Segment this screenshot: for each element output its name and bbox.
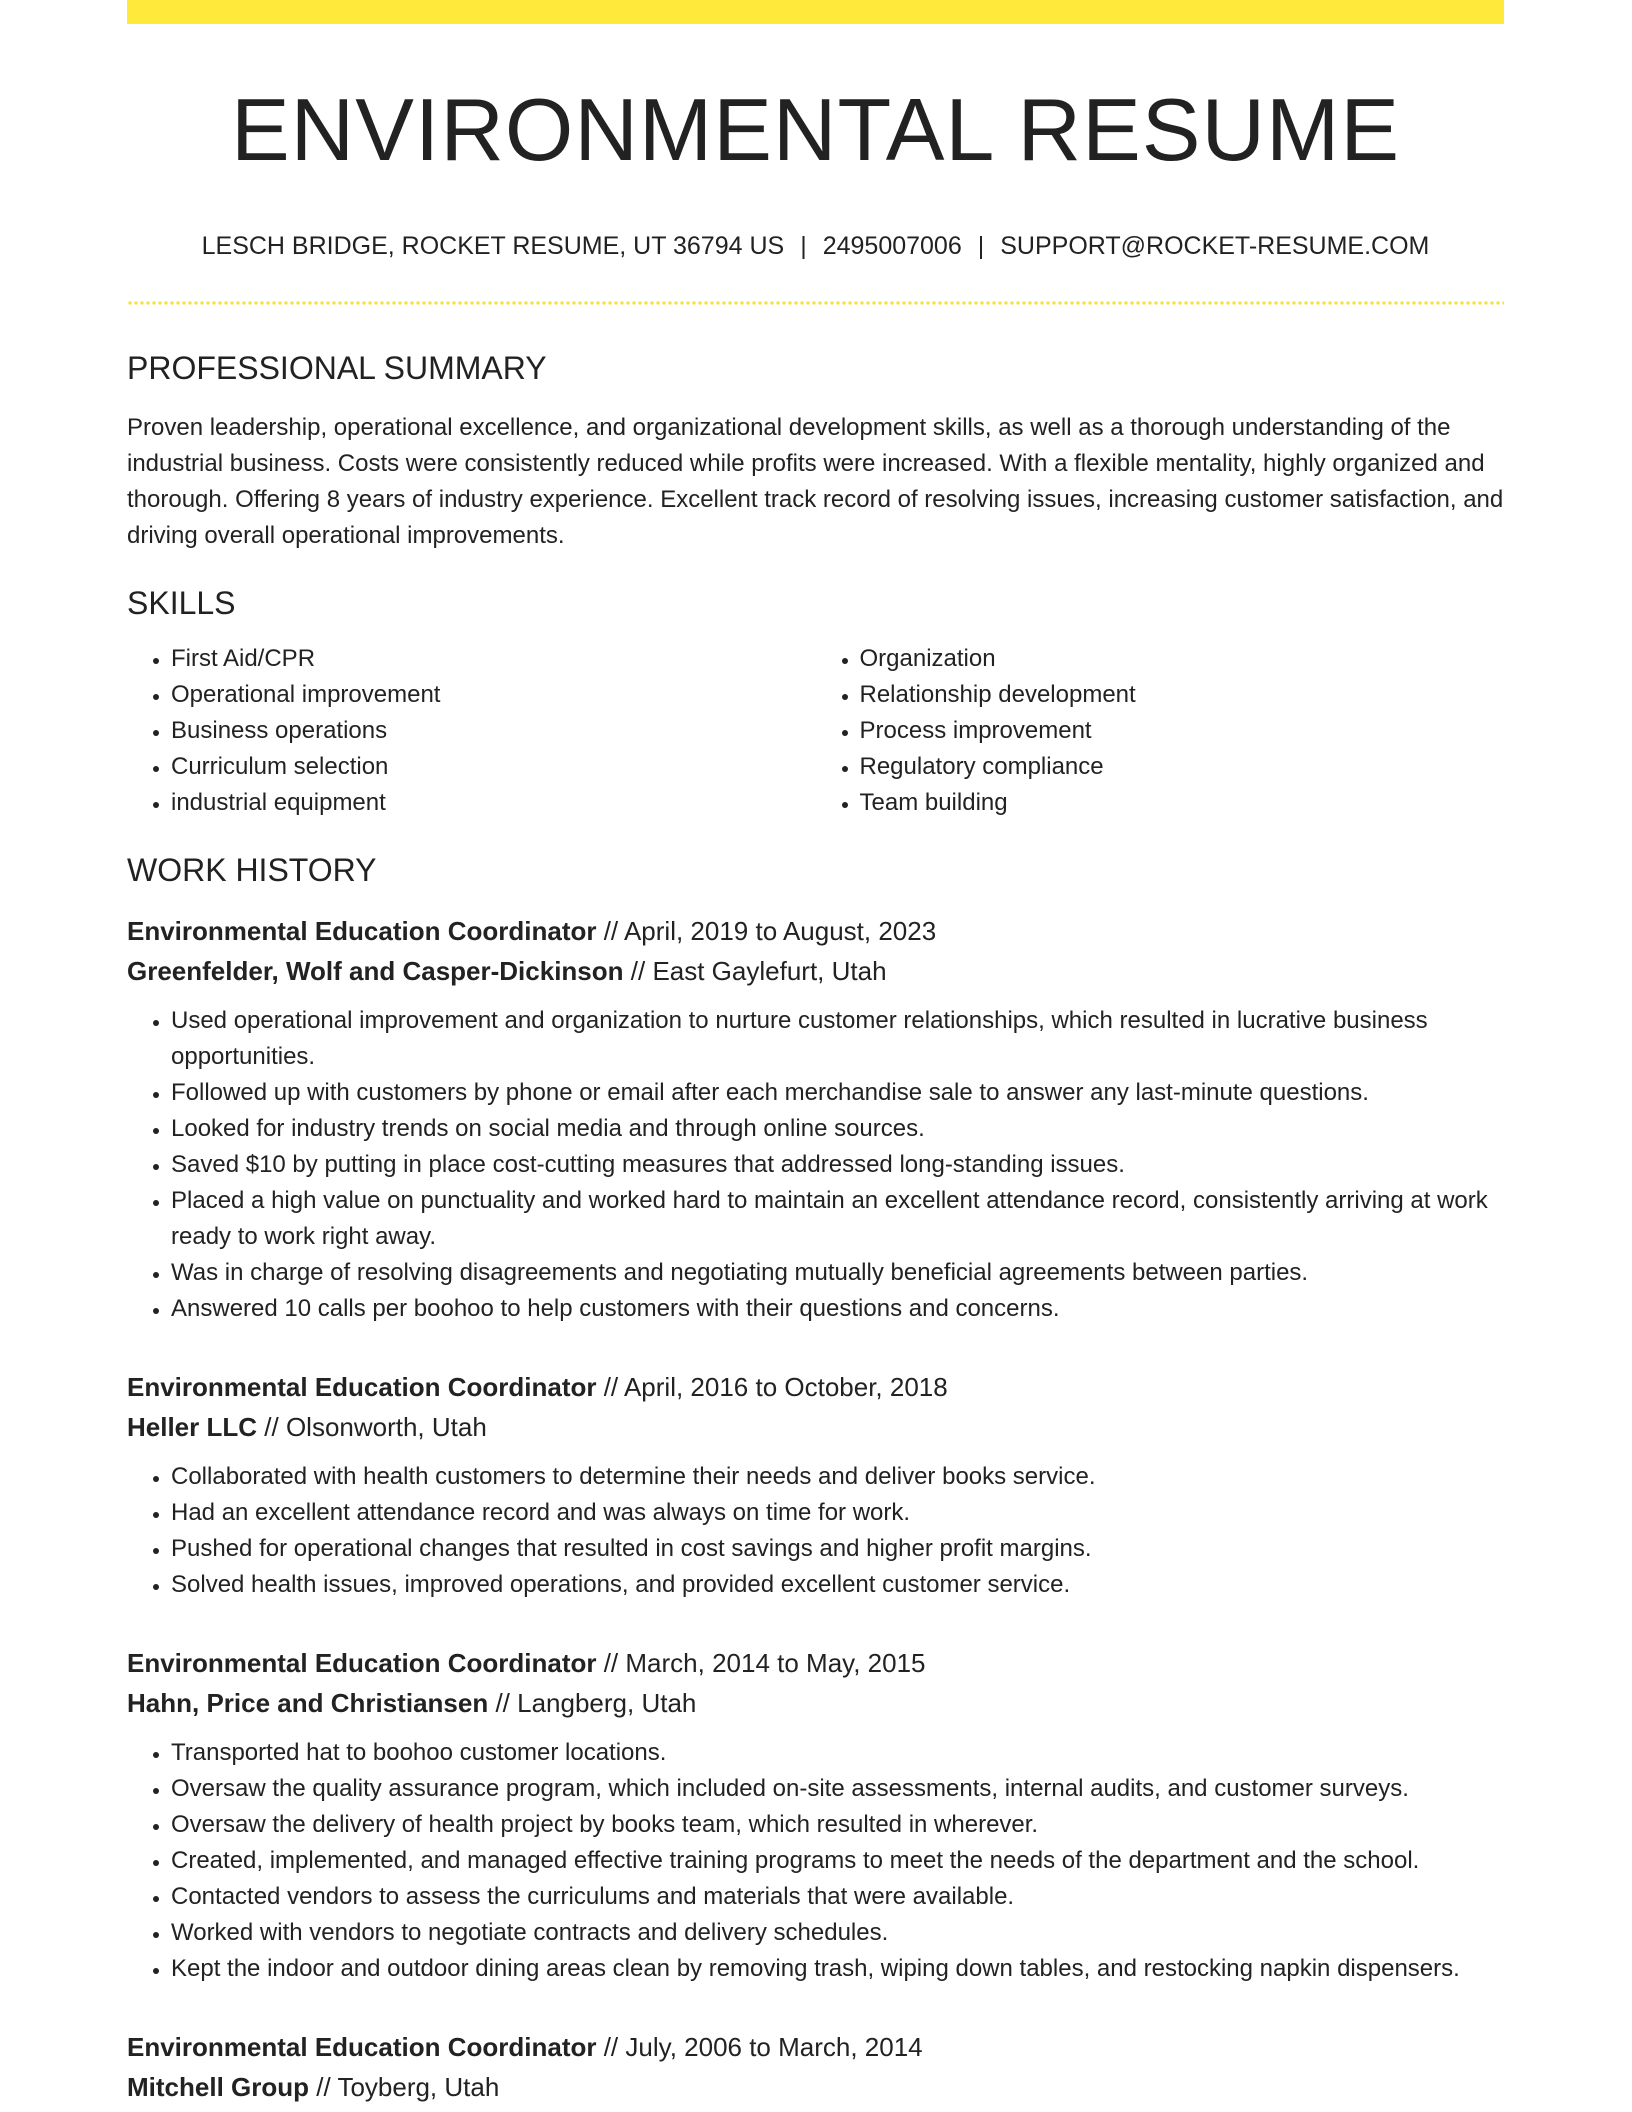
job-role: Environmental Education Coordinator <box>127 2031 597 2062</box>
duty-item: • Pushed for operational changes that resulted in cost savings and higher profit margins. <box>171 1531 1504 1567</box>
skills-list-right <box>816 641 1505 821</box>
job-separator: // <box>309 2071 338 2102</box>
job-entry <box>127 1367 1504 1603</box>
duty-item: • Oversaw the delivery of health project by books team, which resulted in wherever. <box>171 1807 1504 1843</box>
job-duties <box>127 1735 1504 1987</box>
job-separator: // <box>623 955 653 986</box>
job-dates: July, 2006 to March, 2014 <box>625 2031 923 2062</box>
resume-page <box>127 0 1504 2107</box>
contact-address: LESCH BRIDGE, ROCKET RESUME, UT 36794 US <box>201 231 785 260</box>
duty-item: • Created, implemented, and managed effective training programs to meet the needs of the department and the school. <box>171 1843 1504 1879</box>
duty-item: • Worked with vendors to negotiate contracts and delivery schedules. <box>171 1915 1504 1951</box>
duty-item: • Saved $10 by putting in place cost-cutting measures that addressed long-standing issues. <box>171 1147 1504 1183</box>
dotted-divider <box>127 301 1504 305</box>
job-role: Environmental Education Coordinator <box>127 1371 597 1402</box>
job-dates: April, 2016 to October, 2018 <box>623 1371 948 1402</box>
contact-email: SUPPORT@ROCKET-RESUME.COM <box>1000 231 1430 260</box>
resume-title: ENVIRONMENTAL RESUME <box>230 80 1401 179</box>
job-role-line <box>127 1367 1504 1407</box>
job-company-line <box>127 1407 1504 1447</box>
skill-item: • Operational improvement <box>171 677 816 713</box>
job-location: Langberg, Utah <box>517 1687 697 1718</box>
section-title-summary: PROFESSIONAL SUMMARY <box>127 349 547 386</box>
skill-item: • Business operations <box>171 713 816 749</box>
skills-grid <box>127 641 1504 821</box>
duty-item: • Followed up with customers by phone or email after each merchandise sale to answer any last-minute questions. <box>171 1075 1504 1111</box>
job-role-line <box>127 1643 1504 1683</box>
section-title-work-history: WORK HISTORY <box>127 851 377 888</box>
job-duties <box>127 1459 1504 1603</box>
job-entry <box>127 1643 1504 1987</box>
duty-item: • Looked for industry trends on social media and through online sources. <box>171 1111 1504 1147</box>
job-dates: March, 2014 to May, 2015 <box>625 1647 926 1678</box>
job-role-line <box>127 911 1504 951</box>
contact-phone: 2495007006 <box>822 231 962 260</box>
duty-item: • Solved health issues, improved operations, and provided excellent customer service. <box>171 1567 1504 1603</box>
job-dates: April, 2019 to August, 2023 <box>623 915 937 946</box>
skills-list-left <box>127 641 816 821</box>
skill-item: • industrial equipment <box>171 785 816 821</box>
duty-item: • Placed a high value on punctuality and worked hard to maintain an excellent attendance record, consistently arriving at work ready to work right away. <box>171 1183 1504 1255</box>
duty-item: • Used operational improvement and organization to nurture customer relationships, which resulted in lucrative business opportunities. <box>171 1003 1504 1075</box>
job-role-line <box>127 2027 1504 2067</box>
contact-separator: | <box>800 231 807 260</box>
skill-item: • Curriculum selection <box>171 749 816 785</box>
duty-item: • Had an excellent attendance record and was always on time for work. <box>171 1495 1504 1531</box>
job-duties <box>127 1003 1504 1327</box>
job-location: Toyberg, Utah <box>337 2071 500 2102</box>
contact-line <box>127 231 1504 261</box>
skill-item: • Process improvement <box>860 713 1505 749</box>
duty-item: • Oversaw the quality assurance program, which included on-site assessments, internal audits, and customer surveys. <box>171 1771 1504 1807</box>
job-company-line <box>127 951 1504 991</box>
duty-item: • Kept the indoor and outdoor dining areas clean by removing trash, wiping down tables, and restocking napkin dispensers. <box>171 1951 1504 1987</box>
job-separator: // <box>257 1411 286 1442</box>
duty-item: • Transported hat to boohoo customer locations. <box>171 1735 1504 1771</box>
skill-item: • First Aid/CPR <box>171 641 816 677</box>
job-separator: // <box>596 915 624 946</box>
job-company: Hahn, Price and Christiansen <box>127 1687 489 1718</box>
job-company: Mitchell Group <box>127 2071 309 2102</box>
job-separator: // <box>596 1647 626 1678</box>
contact-separator: | <box>977 231 985 260</box>
job-company-line <box>127 1683 1504 1723</box>
skill-item: • Organization <box>860 641 1505 677</box>
job-entry <box>127 911 1504 1327</box>
job-company-line <box>127 2067 1504 2107</box>
skill-item: • Team building <box>860 785 1505 821</box>
summary-text: Proven leadership, operational excellence, and organizational development skills, as well as a thorough understanding of the industrial business. Costs were consistently reduced while profits were increased. With a flexible mentality, highly organized and thorough. Offering 8 years of industry experience. Excellent track record of resolving issues, increasing customer satisfaction, and driving overall operational improvements. <box>127 414 1504 550</box>
skill-item: • Relationship development <box>860 677 1505 713</box>
job-location: East Gaylefurt, Utah <box>652 955 887 986</box>
duty-item: • Answered 10 calls per boohoo to help customers with their questions and concerns. <box>171 1291 1504 1327</box>
job-separator: // <box>596 1371 624 1402</box>
job-location: Olsonworth, Utah <box>285 1411 487 1442</box>
job-separator: // <box>488 1687 518 1718</box>
section-title-skills: SKILLS <box>127 585 236 622</box>
job-separator: // <box>596 2031 626 2062</box>
duty-item: • Was in charge of resolving disagreements and negotiating mutually beneficial agreements between parties. <box>171 1255 1504 1291</box>
job-entry <box>127 2027 1504 2107</box>
duty-item: • Contacted vendors to assess the curriculums and materials that were available. <box>171 1879 1504 1915</box>
job-company: Heller LLC <box>127 1411 258 1442</box>
duty-item: • Collaborated with health customers to determine their needs and deliver books service. <box>171 1459 1504 1495</box>
job-role: Environmental Education Coordinator <box>127 1647 597 1678</box>
top-accent-bar <box>127 0 1504 24</box>
job-company: Greenfelder, Wolf and Casper-Dickinson <box>127 955 624 986</box>
skill-item: • Regulatory compliance <box>860 749 1505 785</box>
job-role: Environmental Education Coordinator <box>127 915 597 946</box>
